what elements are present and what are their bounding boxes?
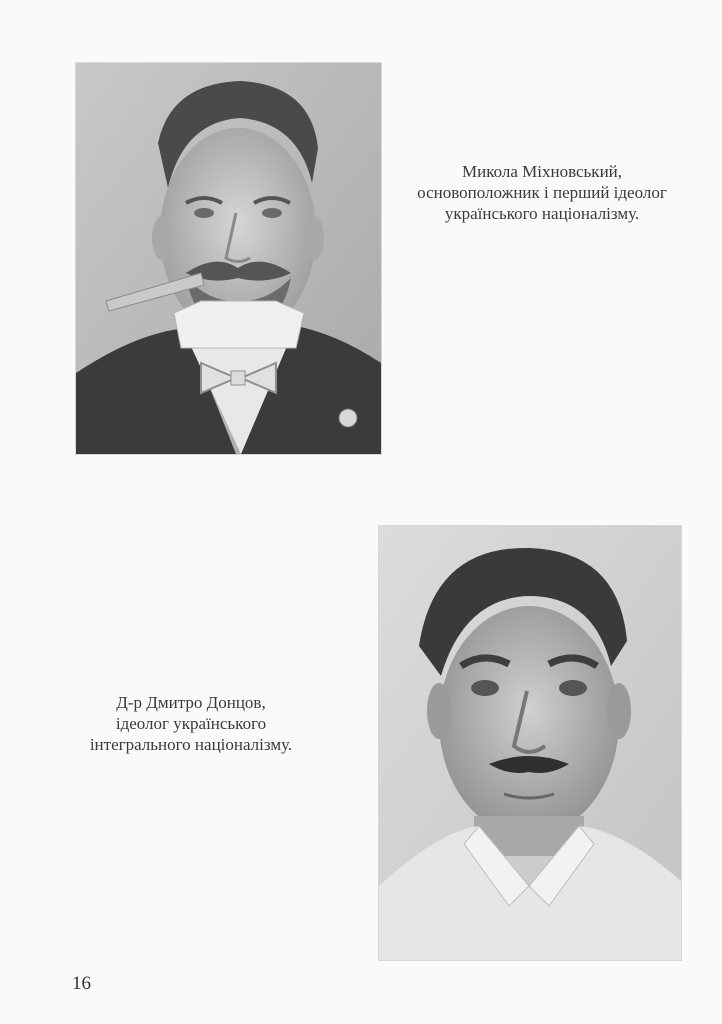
caption-line: Д-р Дмитро Донцов, bbox=[116, 693, 266, 712]
caption-line: ідеолог українського bbox=[115, 714, 267, 733]
caption-line: інтегрального націоналізму. bbox=[89, 735, 293, 754]
portrait-image bbox=[379, 526, 681, 960]
caption-line: українського націоналізму. bbox=[444, 204, 640, 223]
portrait-photo-dontsov bbox=[379, 526, 681, 960]
caption-line: основоположник і перший ідеолог bbox=[417, 183, 667, 202]
caption-dontsov bbox=[56, 692, 326, 755]
portrait-image bbox=[76, 63, 381, 454]
portrait-photo-mikhnovsky bbox=[76, 63, 381, 454]
page-number: 16 bbox=[72, 973, 91, 994]
caption-mikhnovsky bbox=[396, 161, 688, 224]
caption-line: Микола Міхновський, bbox=[461, 162, 623, 181]
